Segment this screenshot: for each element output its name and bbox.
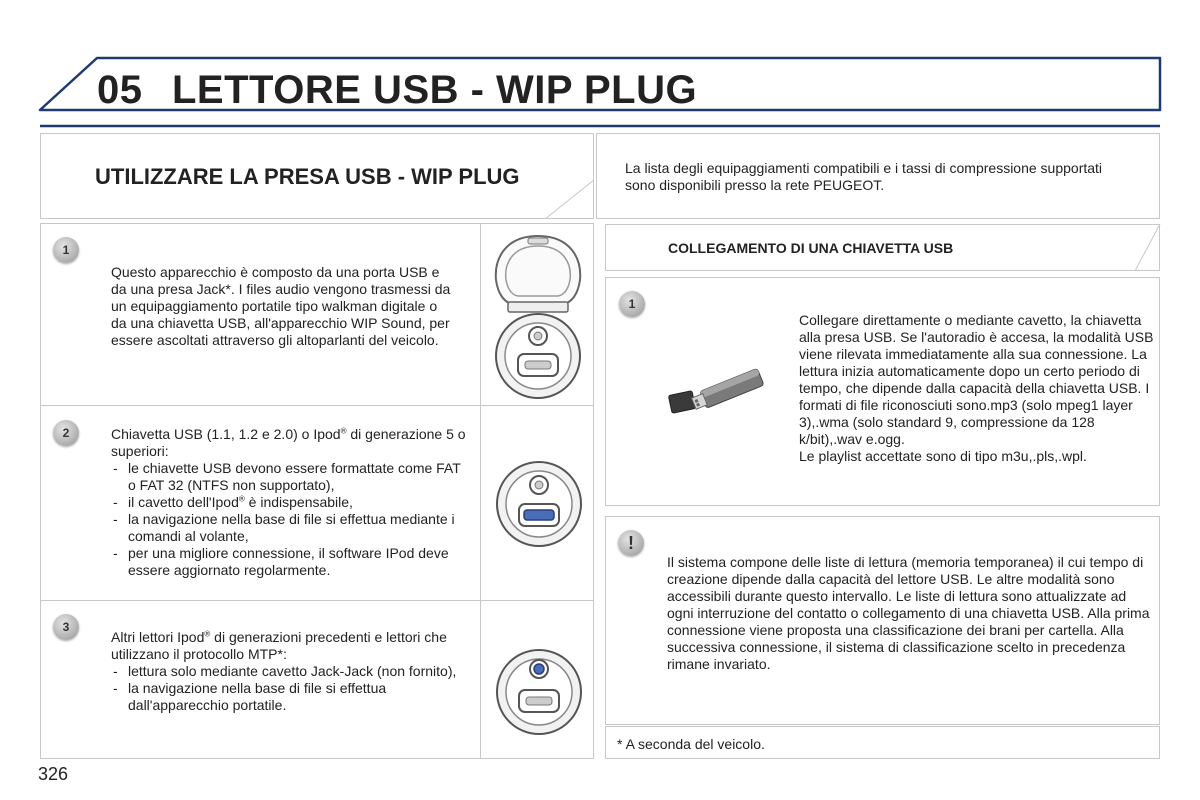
- usb-step-1-badge: 1: [619, 291, 645, 317]
- warning-text: Il sistema compone delle liste di lettura (memoria temporanea) il cui tempo di creazione dipende dalla capacità del lettore USB. Le altre modalità sono accessibili durante questo intervallo. Le liste di lettura sono attualizzate ad ogni interruzione del contatto o collegamento di una chiavetta USB. Alla prima connessione viene proposta una classificazione dei brani per cartella. Alla successiva connessione, il sistema di classificazione scelto in precedenza rimane invariato.: [667, 554, 1150, 672]
- step-2-text: [111, 426, 466, 579]
- step-2-badge: 2: [53, 420, 79, 446]
- step-3-badge: 3: [53, 614, 79, 640]
- usb-stick-icon: [665, 360, 775, 420]
- image-column-divider: [480, 224, 481, 758]
- list-item: - il cavetto dell'Ipod® è indispensabile,: [111, 494, 466, 511]
- step-2-intro: Chiavetta USB (1.1, 1.2 e 2.0) o Ipod® di generazione 5 o superiori:: [111, 426, 466, 459]
- step-1-text: Questo apparecchio è composto da una porta USB e da una presa Jack*. I files audio vengono trasmessi da un equipaggiamento portatile tipo walkman digitale o da una chiavetta USB, all'apparecchio WIP Sound, per essere ascoltati attraverso gli altoparlanti del veicolo.: [111, 264, 451, 348]
- usb-socket-open-cap-icon: [488, 232, 588, 400]
- section-heading: UTILIZZARE LA PRESA USB - WIP PLUG: [95, 164, 520, 189]
- step-divider: [41, 405, 593, 406]
- compat-note: La lista degli equipaggiamenti compatibili e i tassi di compressione supportati sono disponibili presso la rete PEUGEOT.: [625, 160, 1103, 193]
- page-number: 326: [38, 764, 69, 784]
- warning-icon: !: [618, 530, 644, 556]
- step-2-bullets: [111, 460, 466, 579]
- list-item: - lettura solo mediante cavetto Jack-Jack (non fornito),: [111, 663, 466, 680]
- list-item: - per una migliore connessione, il software IPod deve essere aggiornato regolarmente.: [111, 545, 466, 579]
- list-item: - le chiavette USB devono essere formattate come FAT o FAT 32 (NTFS non supportato),: [111, 460, 466, 494]
- usb-step-1-body: Collegare direttamente o mediante cavetto, la chiavetta alla presa USB. Se l'autoradio è accesa, la modalità USB viene rilevata immediatamente alla sua connessione. La lettura inizia automaticamente dopo un certo periodo di tempo, che dipende dalla capacità della chiavetta USB. I formati di file riconosciuti sono.mp3 (solo mpeg1 layer 3),.wma (solo standard 9, compressione da 128 k/bit),.wav e.ogg.: [799, 312, 1154, 447]
- step-3-text: [111, 629, 466, 714]
- corner-fold: [520, 180, 595, 220]
- usb-connection-heading: COLLEGAMENTO DI UNA CHIAVETTA USB: [668, 240, 954, 256]
- list-item: - la navigazione nella base di file si effettua mediante i comandi al volante,: [111, 511, 466, 545]
- footnote: * A seconda del veicolo.: [617, 736, 765, 752]
- step-1-badge: 1: [53, 237, 79, 263]
- usb-playlist-note: Le playlist accettate sono di tipo m3u,.pls,.wpl.: [799, 448, 1087, 464]
- jack-socket-highlighted-icon: [493, 646, 585, 738]
- list-item: - la navigazione nella base di file si effettua dall'apparecchio portatile.: [111, 680, 466, 714]
- step-divider: [41, 600, 593, 601]
- usb-socket-highlighted-icon: [493, 458, 585, 550]
- page-title: LETTORE USB - WIP PLUG: [172, 68, 698, 112]
- corner-fold: [1095, 224, 1161, 272]
- step-3-intro: Altri lettori Ipod® di generazioni precedenti e lettori che utilizzano il protocollo MTP*:: [111, 629, 447, 662]
- usb-step-1-text: [799, 312, 1155, 465]
- chapter-number: 05: [97, 68, 143, 112]
- step-3-bullets: [111, 663, 466, 714]
